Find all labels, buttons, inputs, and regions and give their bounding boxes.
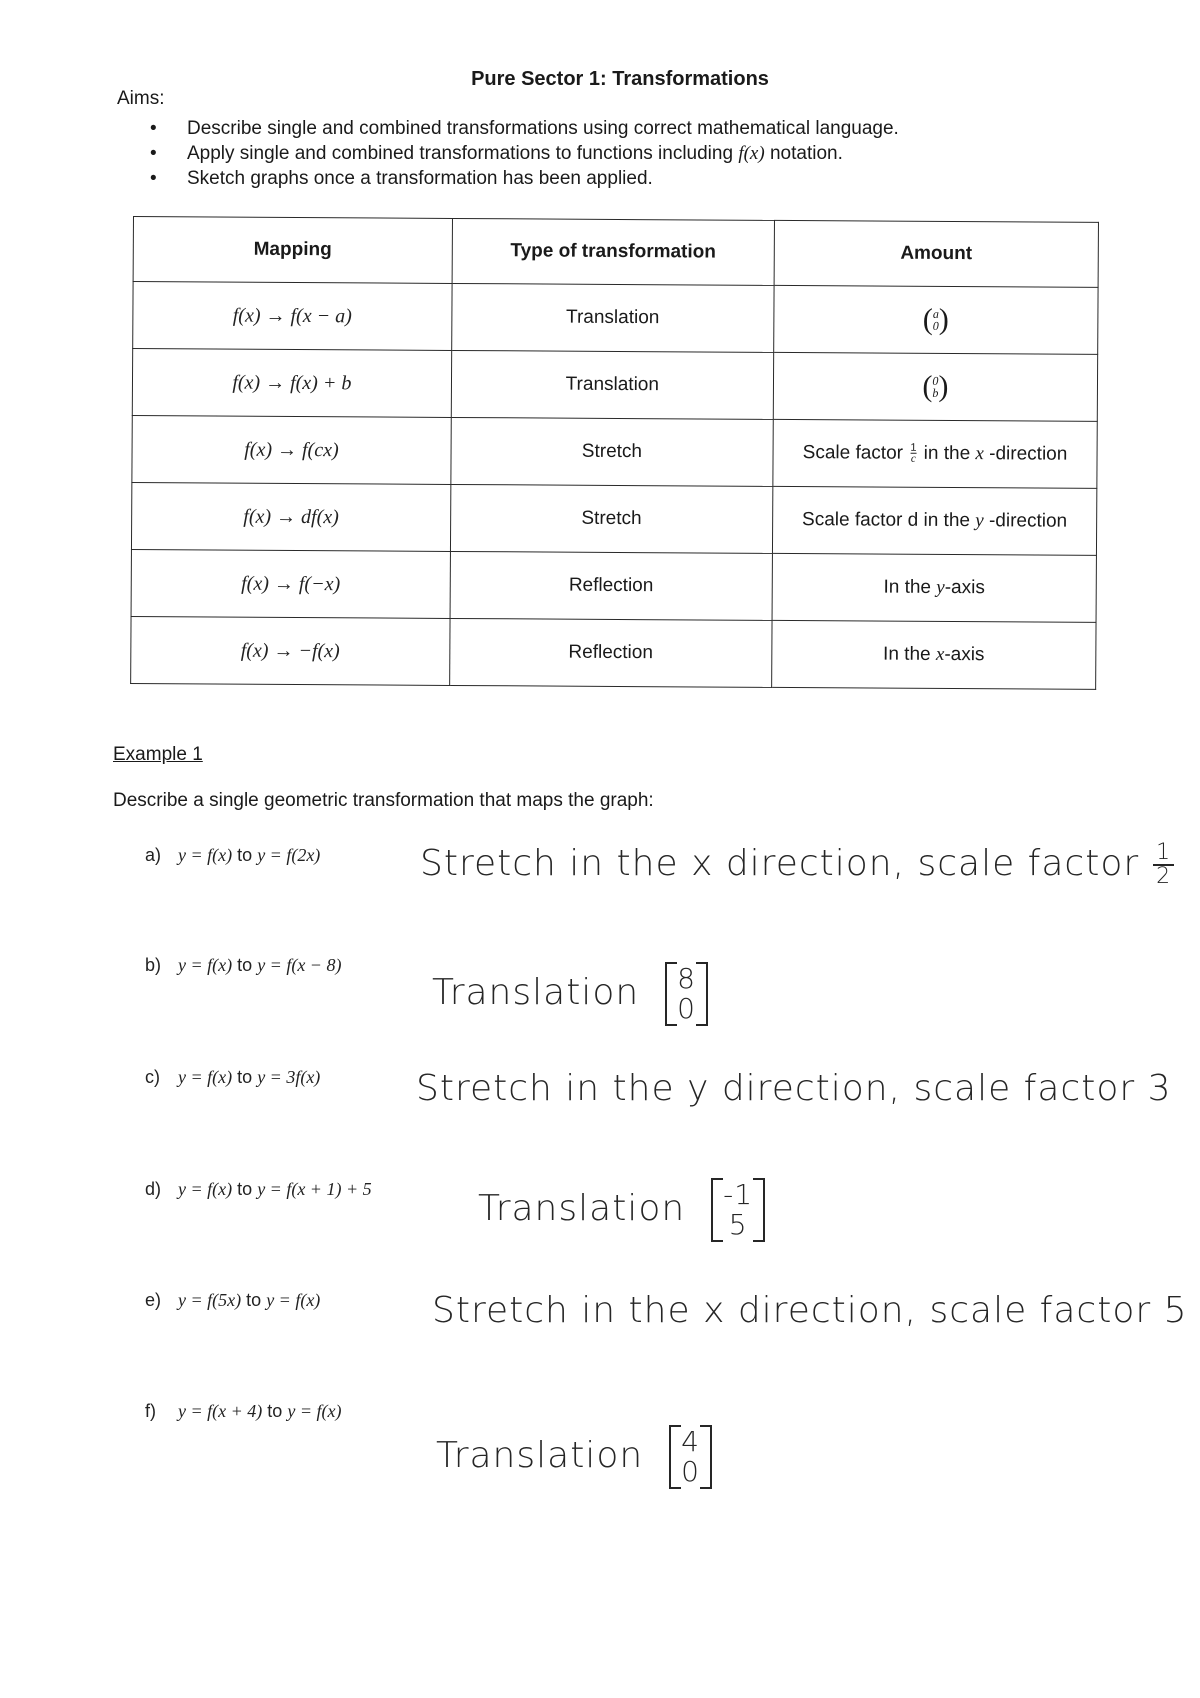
question-label: c) bbox=[145, 1067, 160, 1087]
fraction-numerator: 1 bbox=[910, 442, 917, 455]
column-vector: ( a 0 ) bbox=[922, 302, 949, 336]
answer-b bbox=[432, 962, 708, 1026]
vector-top: 4 bbox=[681, 1425, 700, 1458]
amount-cell bbox=[773, 419, 1097, 488]
aims-label: Aims: bbox=[117, 88, 165, 109]
amount-text: Scale factor bbox=[802, 442, 909, 464]
amount-text: In the bbox=[883, 576, 937, 598]
question-to: y = 3f(x) bbox=[257, 1067, 321, 1087]
type-cell: Reflection bbox=[450, 551, 772, 620]
fraction-numerator: 1 bbox=[1153, 842, 1174, 866]
question-a bbox=[145, 845, 320, 866]
question-e bbox=[145, 1290, 320, 1311]
question-to: y = f(x) bbox=[287, 1401, 342, 1421]
question-label: a) bbox=[145, 845, 162, 865]
answer-vector bbox=[665, 962, 708, 1026]
mapping-cell: f(x) → f(−x) bbox=[131, 549, 450, 618]
vector-top: -1 bbox=[723, 1178, 754, 1211]
amount-text: -axis bbox=[944, 643, 985, 666]
question-label: b) bbox=[145, 955, 162, 975]
question-from: y = f(x) bbox=[178, 955, 233, 975]
table-row bbox=[133, 282, 1098, 355]
type-cell: Stretch bbox=[451, 417, 773, 486]
question-label: e) bbox=[145, 1290, 162, 1310]
answer-text: Translation bbox=[478, 1188, 686, 1229]
vector-bottom: b bbox=[932, 385, 939, 400]
fraction bbox=[910, 443, 916, 464]
question-b bbox=[145, 955, 341, 976]
amount-cell bbox=[772, 553, 1096, 622]
mapping-cell: f(x) → f(cx) bbox=[132, 415, 451, 484]
aim-math: f(x) bbox=[738, 143, 765, 164]
question-f bbox=[145, 1401, 341, 1422]
table-row bbox=[131, 549, 1096, 622]
amount-cell bbox=[772, 620, 1096, 689]
example-title: Example 1 bbox=[113, 744, 203, 765]
answer-vector bbox=[669, 1425, 712, 1489]
mapping-cell: f(x) → df(x) bbox=[131, 482, 450, 551]
vector-bottom: 0 bbox=[681, 1455, 700, 1488]
aim-item bbox=[150, 116, 899, 141]
answer-a bbox=[420, 842, 1174, 888]
amount-text: in the bbox=[918, 442, 976, 465]
table-header-row bbox=[133, 217, 1098, 288]
table-row bbox=[132, 349, 1097, 422]
vector-top: 8 bbox=[677, 962, 696, 995]
mapping-cell: f(x) → f(x) + b bbox=[132, 349, 451, 418]
aim-item bbox=[150, 141, 899, 166]
answer-c bbox=[416, 1068, 1172, 1109]
header-amount: Amount bbox=[774, 220, 1098, 287]
question-d bbox=[145, 1179, 372, 1200]
question-from: y = f(x) bbox=[178, 845, 233, 865]
answer-d bbox=[478, 1178, 765, 1242]
amount-cell bbox=[772, 486, 1096, 555]
answer-text: Stretch in the x direction, scale factor 5 bbox=[432, 1290, 1188, 1331]
example-instruction: Describe a single geometric transformation that maps the graph: bbox=[113, 790, 654, 811]
question-to-word: to bbox=[237, 1179, 253, 1199]
header-mapping: Mapping bbox=[133, 217, 452, 284]
question-to: y = f(x + 1) + 5 bbox=[257, 1179, 372, 1199]
type-cell: Translation bbox=[451, 350, 773, 419]
amount-text: -direction bbox=[983, 443, 1068, 465]
aims-list bbox=[150, 116, 899, 191]
amount-cell bbox=[773, 352, 1097, 421]
column-vector: ( 0 b ) bbox=[922, 369, 949, 403]
aim-text: Sketch graphs once a transformation has been applied. bbox=[187, 168, 653, 189]
amount-variable: x bbox=[935, 643, 945, 665]
question-c bbox=[145, 1067, 320, 1088]
answer-fraction bbox=[1153, 842, 1174, 888]
question-label: d) bbox=[145, 1179, 162, 1199]
vector-top: a bbox=[932, 306, 939, 321]
answer-vector bbox=[711, 1178, 765, 1242]
question-to-word: to bbox=[237, 845, 253, 865]
answer-text: Stretch in the y direction, scale factor 3 bbox=[416, 1068, 1172, 1109]
amount-variable: y bbox=[936, 576, 945, 598]
question-from: y = f(x) bbox=[178, 1067, 233, 1087]
vector-bottom: 5 bbox=[728, 1208, 748, 1241]
aim-text: notation. bbox=[764, 143, 843, 164]
type-cell: Stretch bbox=[450, 484, 772, 553]
amount-text: Scale factor d in the bbox=[802, 509, 976, 532]
amount-variable: y bbox=[975, 510, 984, 532]
type-cell: Translation bbox=[451, 283, 773, 352]
question-to-word: to bbox=[237, 1067, 253, 1087]
question-to: y = f(2x) bbox=[257, 845, 321, 865]
table-row bbox=[131, 616, 1096, 689]
fraction-denominator: 2 bbox=[1156, 864, 1172, 889]
answer-text: Stretch in the x direction, scale factor bbox=[420, 843, 1140, 884]
amount-text: In the bbox=[883, 643, 936, 665]
answer-text: Translation bbox=[432, 972, 640, 1013]
question-from: y = f(x + 4) bbox=[178, 1401, 263, 1421]
question-from: y = f(5x) bbox=[178, 1290, 242, 1310]
amount-text: -direction bbox=[983, 510, 1068, 532]
answer-text: Translation bbox=[436, 1435, 644, 1476]
mapping-cell: f(x) → f(x − a) bbox=[133, 282, 452, 351]
answer-f bbox=[436, 1425, 712, 1489]
amount-variable: x bbox=[975, 443, 984, 465]
answer-e bbox=[432, 1290, 1188, 1331]
vector-bottom: 0 bbox=[932, 318, 939, 333]
header-type: Type of transformation bbox=[452, 218, 774, 285]
amount-text: -axis bbox=[944, 576, 985, 599]
table-row bbox=[131, 482, 1096, 555]
fraction-denominator: c bbox=[910, 453, 916, 466]
question-to-word: to bbox=[267, 1401, 283, 1421]
vector-bottom: 0 bbox=[677, 992, 696, 1025]
question-to: y = f(x − 8) bbox=[257, 955, 342, 975]
question-to: y = f(x) bbox=[266, 1290, 321, 1310]
aim-text: Describe single and combined transformations using correct mathematical language. bbox=[187, 118, 899, 139]
amount-cell bbox=[774, 285, 1098, 354]
table-row bbox=[132, 415, 1097, 488]
question-label: f) bbox=[145, 1401, 156, 1421]
page-title: Pure Sector 1: Transformations bbox=[471, 68, 769, 90]
vector-top: 0 bbox=[932, 373, 939, 388]
type-cell: Reflection bbox=[449, 618, 771, 687]
transformations-table bbox=[130, 216, 1099, 690]
question-to-word: to bbox=[246, 1290, 262, 1310]
mapping-cell: f(x) → −f(x) bbox=[131, 616, 450, 685]
aim-item bbox=[150, 166, 899, 191]
question-to-word: to bbox=[237, 955, 253, 975]
aim-text: Apply single and combined transformations to functions including bbox=[187, 143, 739, 164]
question-from: y = f(x) bbox=[178, 1179, 233, 1199]
